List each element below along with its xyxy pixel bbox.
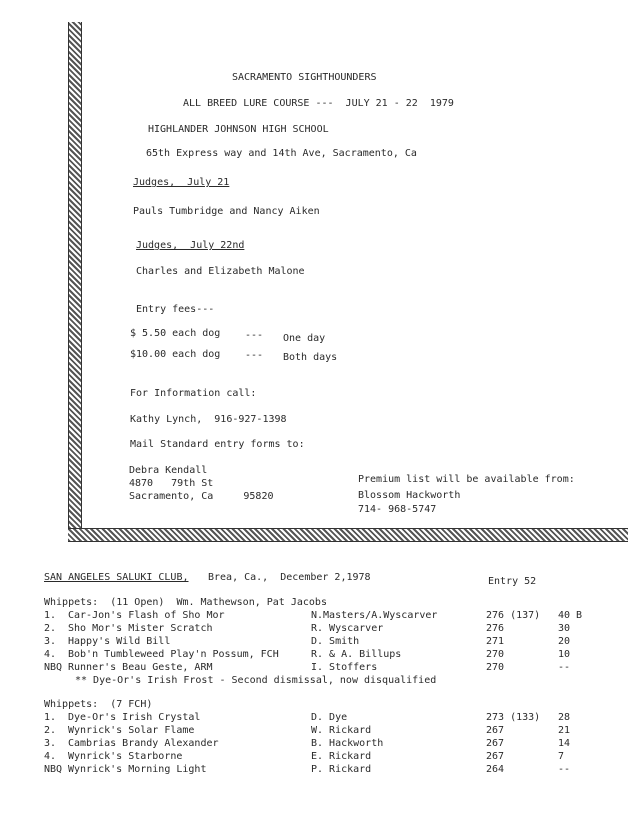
place: 3. — [44, 636, 57, 647]
fee-2-description: Both days — [283, 352, 338, 363]
owner: R. & A. Billups — [311, 649, 402, 660]
owner: R. Wyscarver — [311, 623, 384, 634]
score: 276 (137) — [486, 610, 541, 621]
points: 28 — [558, 712, 571, 723]
score: 270 — [486, 649, 505, 660]
dog-name: Wynrick's Starborne — [68, 751, 183, 762]
place: 4. — [44, 751, 57, 762]
club-name: SACRAMENTO SIGHTHOUNDERS — [232, 72, 377, 83]
score: 267 — [486, 738, 505, 749]
points: 7 — [558, 751, 565, 762]
score: 273 (133) — [486, 712, 541, 723]
owner: B. Hackworth — [311, 738, 384, 749]
dog-name: Wynrick's Solar Flame — [68, 725, 195, 736]
owner: N.Masters/A.Wyscarver — [311, 610, 438, 621]
score: 267 — [486, 725, 505, 736]
premium-label: Premium list will be available from: — [358, 474, 575, 485]
place: 3. — [44, 738, 57, 749]
score: 264 — [486, 764, 505, 775]
owner: E. Rickard — [311, 751, 372, 762]
score: 270 — [486, 662, 505, 673]
place: 4. — [44, 649, 57, 660]
points: -- — [558, 764, 571, 775]
mail-city: Sacramento, Ca 95820 — [129, 491, 274, 502]
dog-name: Bob'n Tumbleweed Play'n Possum, FCH — [68, 649, 279, 660]
venue-address: 65th Express way and 14th Ave, Sacramento, Ca — [146, 148, 417, 159]
premium-name: Blossom Hackworth — [358, 490, 461, 501]
fee-2-separator: --- — [245, 350, 264, 361]
owner: P. Rickard — [311, 764, 372, 775]
venue: HIGHLANDER JOHNSON HIGH SCHOOL — [148, 124, 329, 135]
score: 267 — [486, 751, 505, 762]
dog-name: Happy's Wild Bill — [68, 636, 171, 647]
place: NBQ — [44, 662, 63, 673]
results-club-title: SAN ANGELES SALUKI CLUB, — [44, 572, 189, 583]
mail-street: 4870 79th St — [129, 478, 214, 489]
dog-name: Dye-Or's Irish Crystal — [68, 712, 201, 723]
owner: I. Stoffers — [311, 662, 378, 673]
fee-2-amount: $10.00 each dog — [130, 349, 221, 360]
event-title: ALL BREED LURE COURSE --- JULY 21 - 22 1979 — [183, 98, 454, 109]
owner: D. Dye — [311, 712, 348, 723]
results-entry-count: Entry 52 — [488, 576, 537, 587]
points: 21 — [558, 725, 571, 736]
place: 1. — [44, 610, 57, 621]
fee-1-separator: --- — [245, 330, 264, 341]
decorative-border-bottom — [68, 528, 628, 542]
open-class-heading: Whippets: (11 Open) Wm. Mathewson, Pat Jacobs — [44, 597, 327, 608]
fee-1-amount: $ 5.50 each dog — [130, 328, 221, 339]
owner: W. Rickard — [311, 725, 372, 736]
mail-name: Debra Kendall — [129, 465, 208, 476]
info-label: For Information call: — [130, 388, 257, 399]
dog-name: Car-Jon's Flash of Sho Mor — [68, 610, 225, 621]
results-location-date: Brea, Ca., December 2,1978 — [208, 572, 371, 583]
dog-name: Sho Mor's Mister Scratch — [68, 623, 213, 634]
entry-fees-label: Entry fees--- — [136, 304, 215, 315]
fch-class-heading: Whippets: (7 FCH) — [44, 699, 153, 710]
dog-name: Wynrick's Morning Light — [68, 764, 207, 775]
place: 2. — [44, 725, 57, 736]
dog-name: Runner's Beau Geste, ARM — [68, 662, 213, 673]
score: 276 — [486, 623, 505, 634]
owner: D. Smith — [311, 636, 360, 647]
decorative-border-left — [68, 22, 82, 540]
points: 40 B — [558, 610, 583, 621]
place: 1. — [44, 712, 57, 723]
points: 14 — [558, 738, 571, 749]
points: -- — [558, 662, 571, 673]
judges-day1-heading: Judges, July 21 — [133, 177, 230, 188]
mail-label: Mail Standard entry forms to: — [130, 439, 305, 450]
points: 10 — [558, 649, 571, 660]
score: 271 — [486, 636, 505, 647]
points: 20 — [558, 636, 571, 647]
place: NBQ — [44, 764, 63, 775]
premium-phone: 714- 968-5747 — [358, 504, 437, 515]
points: 30 — [558, 623, 571, 634]
judges-day2-names: Charles and Elizabeth Malone — [136, 266, 305, 277]
info-contact: Kathy Lynch, 916-927-1398 — [130, 414, 287, 425]
place: 2. — [44, 623, 57, 634]
open-class-note: ** Dye-Or's Irish Frost - Second dismissal, now disqualified — [75, 675, 437, 686]
judges-day1-names: Pauls Tumbridge and Nancy Aiken — [133, 206, 320, 217]
dog-name: Cambrias Brandy Alexander — [68, 738, 219, 749]
fee-1-description: One day — [283, 333, 326, 344]
judges-day2-heading: Judges, July 22nd — [136, 240, 245, 251]
